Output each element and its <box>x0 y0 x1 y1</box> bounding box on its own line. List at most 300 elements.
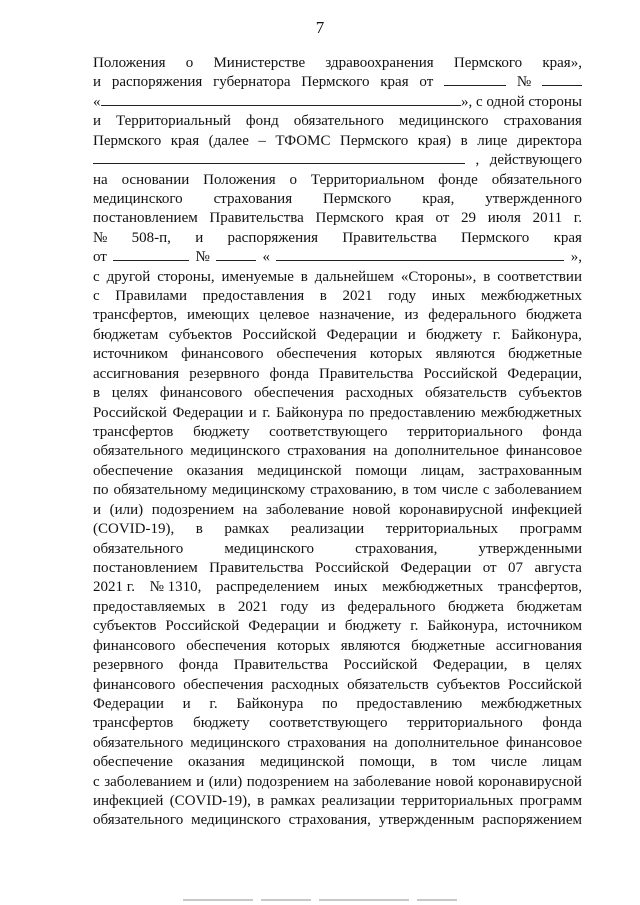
text-line <box>93 112 582 131</box>
word: межбюджетных <box>480 695 582 712</box>
word: соответствующего <box>269 424 388 441</box>
word: лицам, <box>420 462 465 479</box>
word: края», <box>542 55 582 71</box>
word: июля <box>487 210 521 227</box>
word: и <box>407 326 416 343</box>
word: о <box>185 55 194 71</box>
word: обеспечения <box>253 385 335 402</box>
word: Байконура <box>236 695 304 712</box>
word: по <box>93 482 109 499</box>
word: дополнительное <box>394 443 499 460</box>
word: стороны, <box>157 268 215 285</box>
page-number: 7 <box>315 18 325 37</box>
fill-in-blank <box>93 151 465 164</box>
word: бюджетам <box>516 598 582 615</box>
word: и <box>248 404 257 421</box>
text-line <box>93 598 582 617</box>
text-line <box>93 345 582 364</box>
word: именуемые <box>221 268 294 285</box>
word: № <box>516 74 532 91</box>
word: в <box>93 385 101 402</box>
word: 2021 <box>237 598 268 615</box>
word: финансового <box>159 385 243 402</box>
word: заболевание <box>353 773 431 790</box>
word: медицинскому <box>212 482 306 499</box>
word: Федерации <box>248 618 320 635</box>
text-line <box>93 540 582 559</box>
word: Российской <box>343 657 418 674</box>
word: числе <box>441 482 478 499</box>
word: субъектов <box>518 385 582 402</box>
word: федерального <box>347 598 436 615</box>
word: том <box>452 754 476 771</box>
word: дальнейшем <box>314 268 394 285</box>
word: Территориальном <box>310 171 425 188</box>
word: бюджетам <box>93 326 159 343</box>
word: 2021 г. <box>93 579 135 596</box>
text-line <box>93 229 582 248</box>
word: « <box>93 93 101 110</box>
word: Пермского <box>315 210 384 227</box>
word: 2021 <box>342 288 373 305</box>
word: № <box>195 249 210 266</box>
word: обязательному <box>113 482 208 499</box>
word: по <box>322 695 338 712</box>
word: Российской <box>93 404 167 421</box>
word: от <box>93 249 107 266</box>
word: г. <box>262 404 271 421</box>
word: Положения <box>203 171 276 188</box>
word: застрахованным <box>478 462 582 479</box>
text-line <box>93 268 582 287</box>
text-line <box>93 190 582 209</box>
word: (COVID-19), <box>169 793 251 810</box>
word: новой <box>352 501 391 518</box>
word: межбюджетных <box>480 404 582 421</box>
text-line <box>93 287 582 306</box>
word: территориальных <box>401 793 514 810</box>
word: , <box>475 152 480 169</box>
word: обязательного <box>93 812 184 829</box>
word: трансфертов, <box>497 579 582 596</box>
word: обязательного <box>93 540 184 557</box>
word: обязательного <box>491 171 582 188</box>
word: г. <box>492 326 501 343</box>
text-line <box>93 151 582 170</box>
fill-in-blank <box>101 93 461 106</box>
word: края, <box>422 190 455 207</box>
word: медицинской <box>257 462 342 479</box>
text-line <box>93 656 582 675</box>
word: заболеванием <box>494 482 582 499</box>
word: здравоохранения <box>325 55 434 71</box>
word: резервного <box>93 657 164 674</box>
fill-in-blank <box>113 248 189 261</box>
word: целевое <box>259 307 310 324</box>
word: Правительства <box>209 210 304 227</box>
word: обеспечение <box>93 462 173 479</box>
word: в <box>430 754 438 771</box>
word: Федерации <box>93 695 164 712</box>
word: 508-п, <box>131 229 171 246</box>
word: коронавирусной <box>478 773 582 790</box>
word: Федерации <box>400 559 472 576</box>
word: от <box>419 74 434 91</box>
word: медицинского <box>190 734 281 751</box>
word: расходных <box>271 676 340 693</box>
text-line <box>93 559 582 578</box>
word: резервного <box>189 365 260 382</box>
word: обязательного <box>93 734 184 751</box>
word: страхования <box>287 443 366 460</box>
word: территориальных <box>385 521 499 538</box>
word: г. <box>209 695 218 712</box>
word: реализации <box>321 793 395 810</box>
word: Правительства <box>319 365 414 382</box>
word: на <box>373 443 388 460</box>
word: страхования <box>287 734 366 751</box>
word: в <box>460 132 468 149</box>
word: обязательств <box>347 676 429 693</box>
word: межбюджетных <box>480 288 582 305</box>
word: заболеванием <box>104 773 192 790</box>
word: фонда <box>269 365 310 382</box>
word: », с одной стороны <box>460 93 582 110</box>
word: инфекцией <box>93 793 164 810</box>
text-line <box>93 171 582 190</box>
word: Правительства <box>209 559 304 576</box>
word: Правительства <box>342 229 437 246</box>
word: с <box>482 482 490 499</box>
word: том <box>413 482 437 499</box>
word: целях <box>545 657 582 674</box>
word: предоставления <box>202 288 305 305</box>
word: лице <box>477 132 508 149</box>
word: в <box>483 268 491 285</box>
word: которых <box>277 637 330 654</box>
word: Пермского <box>301 74 370 91</box>
word: на <box>93 171 108 188</box>
word: новой <box>435 773 474 790</box>
word: субъектов <box>436 676 501 693</box>
word: на <box>333 773 349 790</box>
word: бюджету <box>193 715 250 732</box>
word: финансового <box>93 637 176 654</box>
word: Российской <box>242 326 317 343</box>
word: утвержденного <box>485 190 582 207</box>
word: трансфертов <box>93 715 174 732</box>
word: финансового <box>181 346 264 363</box>
fill-in-blank <box>276 248 564 261</box>
word: страхования <box>213 190 293 207</box>
word: о <box>289 171 298 188</box>
word: являются <box>435 346 496 363</box>
word: предоставлению <box>356 695 463 712</box>
text-line <box>93 54 582 73</box>
word: бюджета <box>526 307 582 324</box>
word: бюджету <box>193 424 250 441</box>
word: предоставляемых <box>93 598 206 615</box>
word: фонд <box>245 113 279 130</box>
word: директора <box>516 132 582 149</box>
text-line <box>93 93 582 112</box>
fill-in-blank <box>542 73 582 86</box>
word: соответствии <box>497 268 582 285</box>
word: Российской <box>508 676 582 693</box>
word: (или) <box>109 501 144 518</box>
word: края) <box>417 132 452 149</box>
word: утвержденным <box>378 812 475 829</box>
word: в <box>522 657 530 674</box>
word: Правительства <box>233 657 329 674</box>
word: страхованию, <box>310 482 397 499</box>
word: медицинского <box>398 113 489 130</box>
text-line <box>93 695 582 714</box>
word: (COVID-19), <box>93 521 175 538</box>
word: 07 <box>508 559 524 576</box>
word: обеспечения <box>183 676 264 693</box>
word: Федерации <box>172 404 244 421</box>
word: источником <box>507 618 582 635</box>
word: Пермского <box>340 132 409 149</box>
text-line <box>93 462 582 481</box>
text-line <box>93 132 582 151</box>
word: края <box>380 74 409 91</box>
word: с <box>93 268 100 285</box>
text-line <box>93 734 582 753</box>
word: распоряжения <box>227 229 319 246</box>
word: обязательного <box>293 113 384 130</box>
word: (далее <box>208 132 249 149</box>
text-line <box>93 578 582 597</box>
text-line <box>93 404 582 423</box>
word: фонде <box>438 171 478 188</box>
word: № 1310, <box>149 579 202 596</box>
word: ТФОМС <box>275 132 331 149</box>
word: и <box>93 501 102 518</box>
word: постановлением <box>93 559 198 576</box>
word: бюджетные <box>411 637 485 654</box>
word: и <box>195 229 204 246</box>
word: из <box>404 307 419 324</box>
word: инфекцией <box>511 501 582 518</box>
word: обеспечение <box>93 754 173 771</box>
word: Министерстве <box>213 55 306 71</box>
word: Пермского <box>453 55 523 71</box>
word: оказания <box>188 754 245 771</box>
word: г. <box>410 618 419 635</box>
word: программ <box>519 521 582 538</box>
word: августа <box>534 559 582 576</box>
text-line <box>93 423 582 442</box>
word: медицинского <box>191 812 281 829</box>
word: источником <box>93 346 168 363</box>
word: имеющих <box>186 307 250 324</box>
word: г. <box>573 210 582 227</box>
word: Российской <box>165 618 240 635</box>
word: края <box>553 229 582 246</box>
word: распределением <box>215 579 320 596</box>
text-line <box>93 637 582 656</box>
word: числе <box>490 754 528 771</box>
word: соответствующего <box>269 715 388 732</box>
word: коронавирусной <box>399 501 503 518</box>
word: по <box>348 404 365 421</box>
text-line <box>93 811 582 830</box>
word: обязательного <box>93 443 184 460</box>
word: Российской <box>315 559 389 576</box>
word: края <box>170 132 200 149</box>
word: страхования, <box>355 540 438 557</box>
text-line <box>93 773 582 792</box>
word: Байконура <box>276 404 344 421</box>
word: являются <box>340 637 401 654</box>
word: трансфертов <box>93 424 174 441</box>
word: 2011 <box>532 210 563 227</box>
word: из <box>321 598 335 615</box>
word: обязательств <box>425 385 507 402</box>
word: медицинского <box>190 443 281 460</box>
word: оказания <box>186 462 244 479</box>
word: № <box>93 229 108 246</box>
word: в <box>195 521 203 538</box>
word: Правилами <box>115 288 188 305</box>
word: помощи, <box>359 754 416 771</box>
word: Положения <box>93 55 166 71</box>
word: лицам <box>542 754 582 771</box>
word: и <box>93 74 102 91</box>
word: в <box>257 793 265 810</box>
word: страхования <box>503 113 582 130</box>
word: межбюджетных <box>382 579 484 596</box>
word: обеспечения <box>276 346 357 363</box>
word: медицинской <box>259 754 345 771</box>
word: иных <box>334 579 368 596</box>
word: реализации <box>290 521 365 538</box>
text-line <box>93 753 582 772</box>
word: фонда <box>542 715 582 732</box>
word: субъектов <box>168 326 233 343</box>
word: с <box>93 288 100 305</box>
word: расходных <box>345 385 414 402</box>
word: целях <box>111 385 149 402</box>
text-line <box>93 73 582 92</box>
text-line <box>93 209 582 228</box>
word: назначение, <box>319 307 395 324</box>
word: финансовое <box>506 443 582 460</box>
word: дополнительное <box>394 734 499 751</box>
word: губернатора <box>213 74 291 91</box>
word: – <box>258 132 266 149</box>
word: предоставлению <box>369 404 476 421</box>
word: бюджетные <box>508 346 582 363</box>
text-line <box>93 676 582 695</box>
word: Территориальный <box>115 113 231 130</box>
word: от <box>482 559 497 576</box>
word: (или) <box>208 773 243 790</box>
word: в <box>300 268 308 285</box>
word: финансовое <box>506 734 582 751</box>
word: Пермского <box>323 190 392 207</box>
word: и <box>327 618 336 635</box>
word: территориального <box>407 424 523 441</box>
word: и <box>182 695 191 712</box>
word: трансфертов, <box>93 307 178 324</box>
word: рамках <box>224 521 270 538</box>
fill-in-blank <box>444 73 506 86</box>
word: края <box>395 210 424 227</box>
word: утвержденными <box>478 540 582 557</box>
word: Пермского <box>93 132 162 149</box>
word: Российской <box>423 365 498 382</box>
word: рамках <box>270 793 316 810</box>
text-line <box>93 714 582 733</box>
word: подозрением <box>246 773 330 790</box>
text-line <box>93 326 582 345</box>
word: на <box>373 734 388 751</box>
word: основании <box>121 171 190 188</box>
word: году <box>388 288 417 305</box>
text-line <box>93 248 582 267</box>
word: бюджету <box>344 618 402 635</box>
document-body <box>93 54 582 831</box>
text-line <box>93 481 582 500</box>
word: субъектов <box>93 618 157 635</box>
word: на <box>242 501 258 518</box>
word: « <box>262 249 271 266</box>
word: распоряжения <box>111 74 203 91</box>
word: году <box>280 598 309 615</box>
word: ассигнования <box>93 365 180 382</box>
text-line <box>93 792 582 811</box>
word: в <box>319 288 327 305</box>
word: обеспечения <box>186 637 267 654</box>
word: медицинского <box>224 540 314 557</box>
word: финансового <box>93 676 176 693</box>
word: Федерации <box>326 326 398 343</box>
word: и <box>93 113 102 130</box>
word: от <box>435 210 450 227</box>
word: Байконура, <box>427 618 499 635</box>
text-line <box>93 442 582 461</box>
word: 29 <box>461 210 476 227</box>
word: », <box>570 249 582 266</box>
word: другой <box>106 268 151 285</box>
word: бюджета <box>448 598 504 615</box>
word: в <box>218 598 226 615</box>
text-line <box>93 501 582 520</box>
text-line <box>93 365 582 384</box>
word: подозрением <box>151 501 235 518</box>
word: бюджету <box>426 326 483 343</box>
word: территориального <box>407 715 523 732</box>
text-line <box>93 384 582 403</box>
word: помощи <box>355 462 408 479</box>
text-line <box>93 617 582 636</box>
text-line <box>93 520 582 539</box>
word: Федерации, <box>432 657 508 674</box>
word: действующего <box>489 152 582 169</box>
word: распоряжением <box>482 812 582 829</box>
word: в <box>401 482 409 499</box>
word: и <box>196 773 205 790</box>
word: страхования, <box>288 812 371 829</box>
word: постановлением <box>93 210 198 227</box>
word: Пермского <box>461 229 530 246</box>
word: Байконура, <box>511 326 582 343</box>
word: фонда <box>542 424 582 441</box>
word: фонда <box>178 657 219 674</box>
